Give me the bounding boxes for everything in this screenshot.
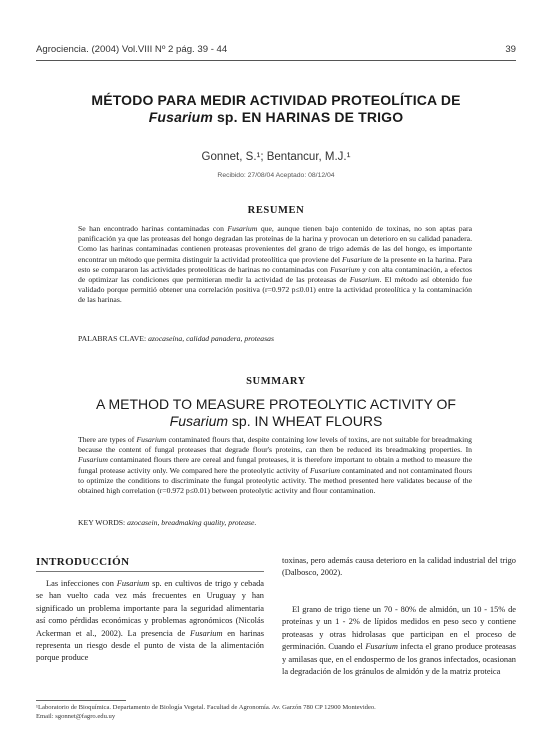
title-es-rest: sp. EN HARINAS DE TRIGO bbox=[212, 109, 404, 125]
title-es-line-2 bbox=[36, 109, 516, 126]
introduccion-heading: INTRODUCCIÓN bbox=[36, 556, 130, 568]
authors: Gonnet, S.¹; Bentancur, M.J.¹ bbox=[201, 151, 351, 163]
introduccion-left-column: Las infecciones con Fusarium sp. en cultivos de trigo y cebada se han vuelto cada vez más frecuentes en Uruguay y han significado un problema importante para la seguridad alimentaria así como pérdidas económicas y problemas agronómicos (Nicolás Ackerman et al., 2002). La presencia de Fusarium en harinas representa un riesgo desde el punto de vista de la alimentación porque produce bbox=[36, 579, 264, 663]
key-words bbox=[78, 518, 472, 528]
resumen-heading: RESUMEN bbox=[247, 205, 305, 216]
title-en-line-2 bbox=[36, 413, 516, 430]
resumen-abstract: Se han encontrado harinas contaminadas con Fusarium que, aunque tienen bajo contenido de toxinas, no son aptas para panificación ya que las proteasas del hongo degradan las proteínas de la harina y provocan un deterioro en su calidad panadera. Como las harinas contaminadas contienen proteasas provenientes del grano de trigo además de las del hongo, es importante encontrar un método que permita distinguir la actividad proteolítica que proviene del Fusarium de la presente en la harina. Para esto se compararon las actividades proteolíticas de harinas no contaminadas con Fusarium y con alta contaminación, a efectos de optimizar las condiciones que permitieran medir la actividad de las proteasas de Fusarium. El método así obtenido fue validado porque permitió obtener una correlación positiva (r=0.972 p≤0.01) entre la actividad proteolítica y la contaminación de las harinas. bbox=[78, 224, 472, 305]
introduccion-heading-rule bbox=[36, 571, 264, 572]
palabras-clave bbox=[78, 334, 472, 344]
footnote-email: Email: sgonnet@fagro.edu.uy bbox=[36, 713, 116, 721]
introduccion-right-column-para-2: El grano de trigo tiene un 70 - 80% de almidón, un 10 - 15% de proteínas y un 1 - 2% de lípidos medidos en peso seco y contiene proteasas y otras hidrolasas que participan en el proceso de germinación. Cuando el Fusarium infecta el grano produce proteasas y amilasas que, en el endospermo de los granos infectados, ocasionan la degradación de los gránulos de almidón y de la matriz proteica bbox=[282, 605, 516, 677]
keywords-label-en: KEY WORDS: bbox=[78, 518, 126, 527]
article-title-english bbox=[36, 396, 516, 430]
title-en-rest: sp. IN WHEAT FLOURS bbox=[228, 413, 383, 429]
title-es-line-1: MÉTODO PARA MEDIR ACTIVIDAD PROTEOLÍTICA DE bbox=[91, 92, 461, 108]
introduccion-right-column-para-1: toxinas, pero además causa deterioro en la calidad industrial del trigo (Dalbosco, 2002). bbox=[282, 556, 516, 578]
header-rule bbox=[36, 60, 516, 61]
summary-heading: SUMMARY bbox=[246, 376, 306, 387]
footnote-rule bbox=[36, 700, 126, 701]
title-es-genus: Fusarium bbox=[148, 109, 213, 125]
title-en-genus: Fusarium bbox=[169, 413, 229, 429]
summary-abstract: There are types of Fusarium contaminated flours that, despite containing low levels of toxins, are not suitable for breadmaking because the content of fungal proteases that degrade flour's proteins, can then be reduced its breadmaking properties. In Fusarium contaminated flours there are cereal and fungal proteases, it is therefore important to obtain a method to measure the fungal protease activity only. We compared here the proteolytic activity of Fusarium contaminated and not contaminated flours to optimize the conditions to discriminate the fungal proteolytic activity. The method presented here validates because of the obtained high correlation (r=0.972 p≤0.01) between proteolytic activity and flour contamination. bbox=[78, 435, 472, 496]
title-en-line-1: A METHOD TO MEASURE PROTEOLYTIC ACTIVITY OF bbox=[96, 396, 456, 412]
article-title-spanish bbox=[36, 92, 516, 126]
keywords-en: azocasein, breadmaking quality, protease. bbox=[125, 518, 257, 527]
journal-reference: Agrociencia. (2004) Vol.VIII Nº 2 pág. 39 - 44 bbox=[36, 44, 228, 55]
keywords-es: azocaseína, calidad panadera, proteasas bbox=[146, 334, 274, 343]
keywords-label-es: PALABRAS CLAVE: bbox=[78, 334, 147, 343]
footnote-affiliation: ¹Laboratorio de Bioquímica. Departamento de Biología Vegetal. Facultad de Agronomía. Av. Garzón 780 CP 12900 Montevideo. bbox=[36, 704, 376, 711]
received-accepted-dates: Recibido: 27/08/04 Aceptado: 08/12/04 bbox=[217, 172, 335, 179]
running-header bbox=[36, 44, 516, 58]
affiliation-footnote bbox=[36, 703, 516, 722]
page-number: 39 bbox=[505, 44, 516, 55]
